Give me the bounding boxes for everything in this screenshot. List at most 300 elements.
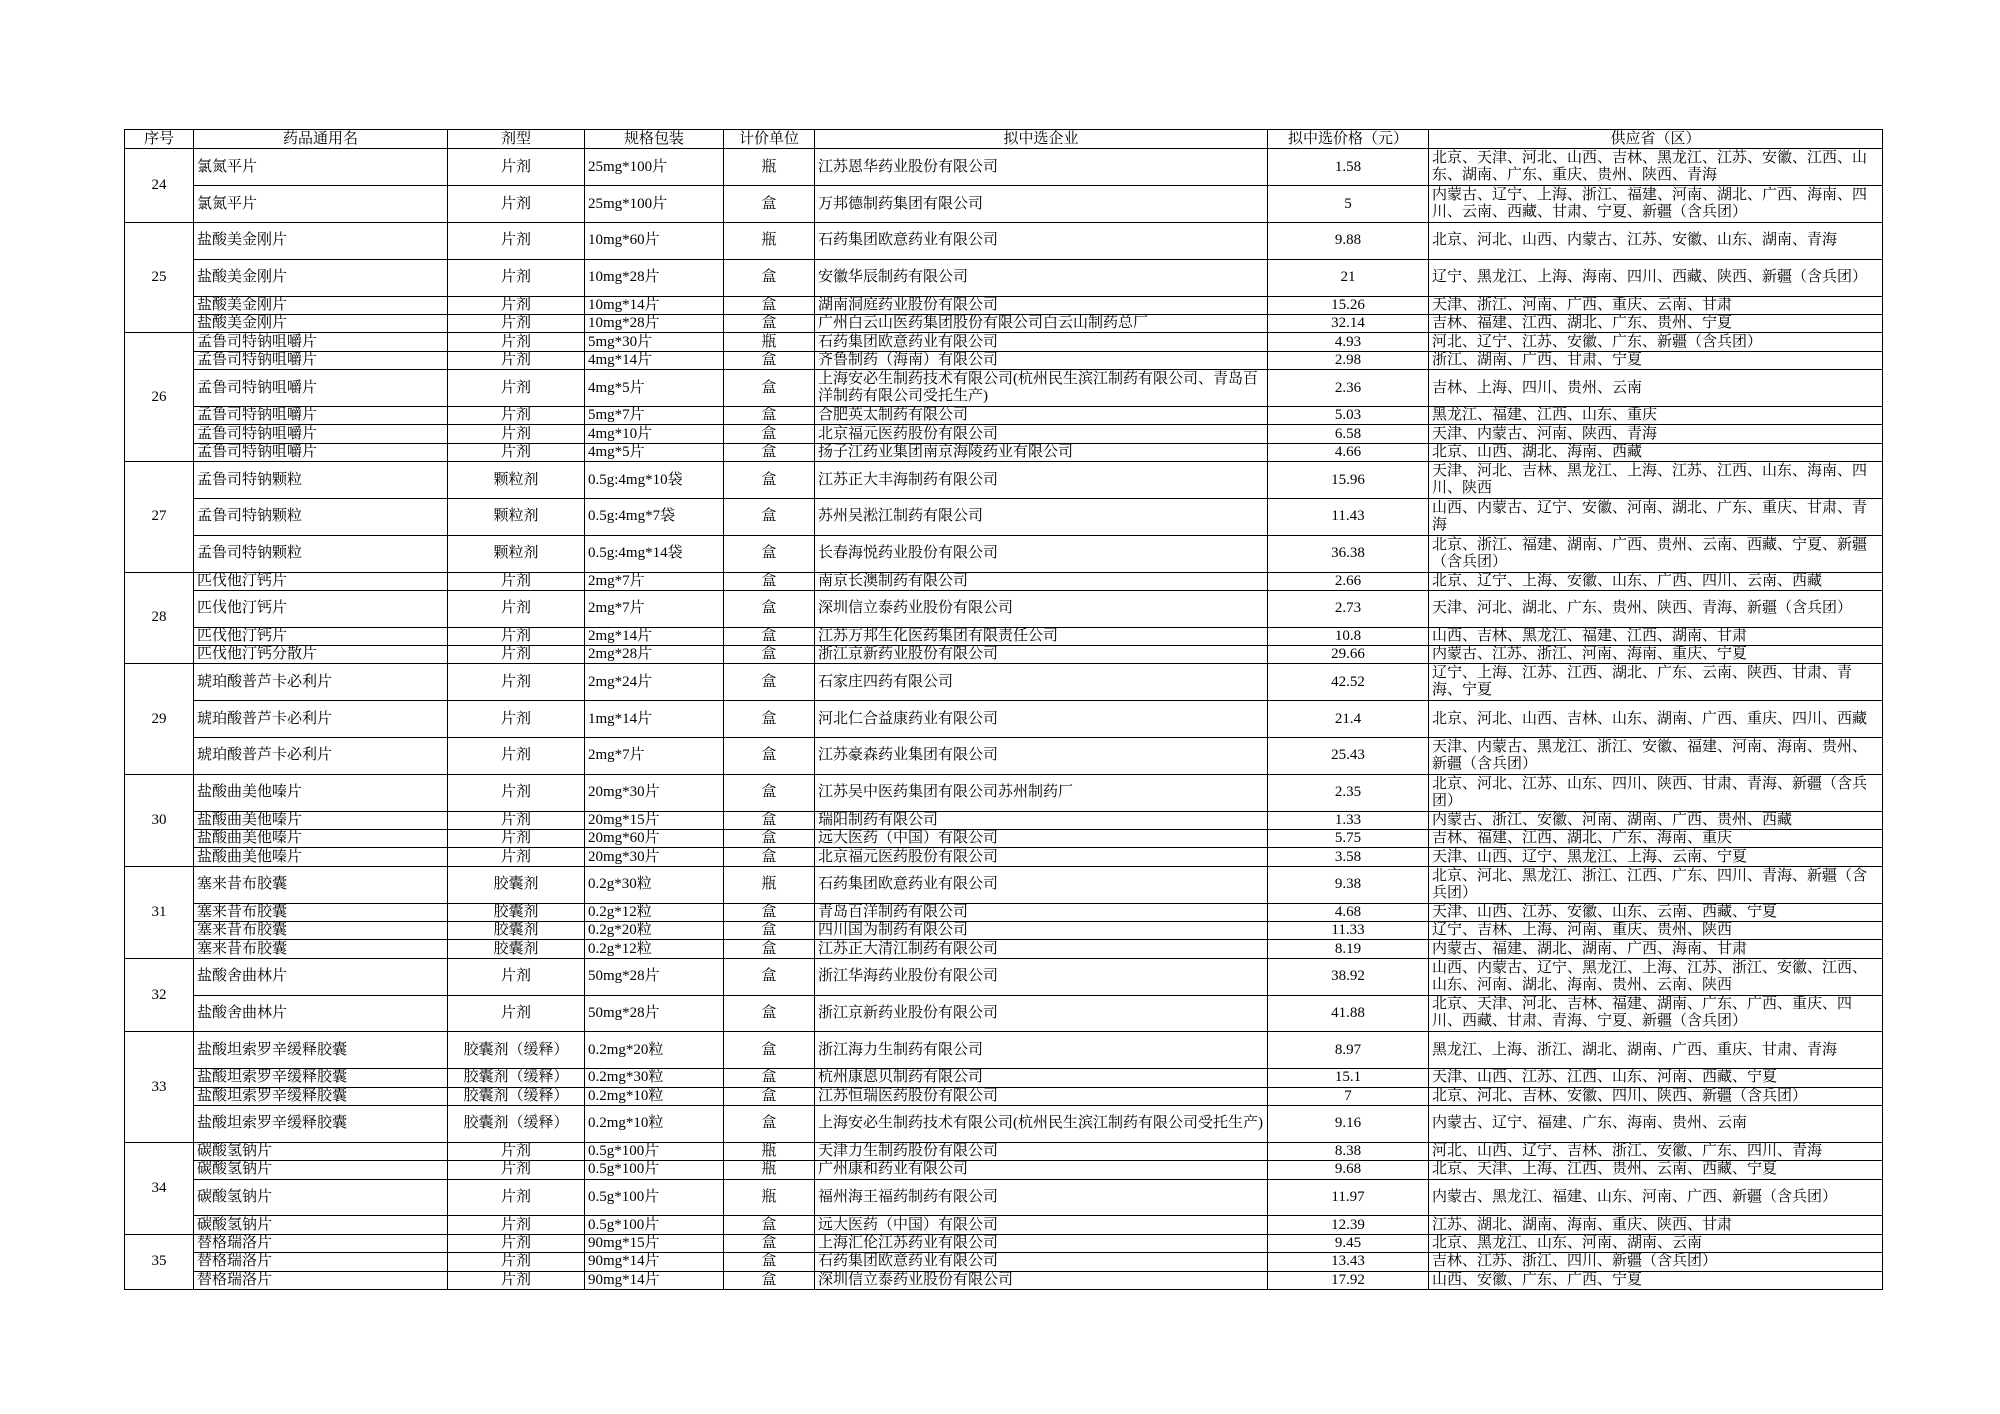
cell-price: 1.33 bbox=[1268, 812, 1428, 829]
cell-price: 38.92 bbox=[1268, 959, 1428, 995]
cell-company: 石家庄四药有限公司 bbox=[815, 664, 1267, 700]
cell-company: 上海安必生制药技术有限公司(杭州民生滨江制药有限公司受托生产) bbox=[815, 1106, 1267, 1142]
cell-drug-name: 孟鲁司特钠颗粒 bbox=[194, 499, 447, 535]
cell-company: 深圳信立泰药业股份有限公司 bbox=[815, 591, 1267, 627]
cell-drug-name: 塞来昔布胶囊 bbox=[194, 867, 447, 903]
cell-spec: 0.2mg*30粒 bbox=[585, 1069, 723, 1086]
cell-provinces: 北京、天津、河北、山西、吉林、黑龙江、江苏、安徽、江西、山东、湖南、广东、重庆、贵州、陕西、青海 bbox=[1429, 149, 1882, 185]
cell-spec: 10mg*28片 bbox=[585, 315, 723, 332]
cell-dosage-form: 片剂 bbox=[448, 425, 584, 442]
cell-spec: 0.5g:4mg*7袋 bbox=[585, 499, 723, 535]
cell-price: 41.88 bbox=[1268, 996, 1428, 1032]
cell-spec: 0.5g*100片 bbox=[585, 1180, 723, 1216]
cell-spec: 0.2g*12粒 bbox=[585, 940, 723, 957]
cell-provinces: 吉林、福建、江西、湖北、广东、海南、重庆 bbox=[1429, 830, 1882, 847]
cell-dosage-form: 片剂 bbox=[448, 297, 584, 314]
cell-price: 32.14 bbox=[1268, 315, 1428, 332]
cell-provinces: 天津、山西、江苏、江西、山东、河南、西藏、宁夏 bbox=[1429, 1069, 1882, 1086]
cell-price: 9.68 bbox=[1268, 1161, 1428, 1178]
cell-unit: 瓶 bbox=[724, 333, 814, 350]
cell-spec: 20mg*60片 bbox=[585, 830, 723, 847]
cell-company: 合肥英太制药有限公司 bbox=[815, 407, 1267, 424]
cell-spec: 4mg*5片 bbox=[585, 444, 723, 461]
cell-price: 42.52 bbox=[1268, 664, 1428, 700]
cell-dosage-form: 片剂 bbox=[448, 407, 584, 424]
cell-dosage-form: 片剂 bbox=[448, 664, 584, 700]
group-number: 24 bbox=[125, 149, 193, 222]
cell-price: 25.43 bbox=[1268, 738, 1428, 774]
cell-company: 杭州康恩贝制药有限公司 bbox=[815, 1069, 1267, 1086]
cell-company: 石药集团欧意药业有限公司 bbox=[815, 867, 1267, 903]
cell-price: 7 bbox=[1268, 1088, 1428, 1105]
cell-drug-name: 碳酸氢钠片 bbox=[194, 1180, 447, 1216]
cell-spec: 10mg*28片 bbox=[585, 260, 723, 296]
group-number: 33 bbox=[125, 1032, 193, 1141]
header-company: 拟中选企业 bbox=[815, 130, 1267, 148]
cell-spec: 0.5g*100片 bbox=[585, 1143, 723, 1160]
cell-price: 3.58 bbox=[1268, 848, 1428, 865]
cell-provinces: 北京、河北、山西、内蒙古、江苏、安徽、山东、湖南、青海 bbox=[1429, 223, 1882, 259]
cell-company: 安徽华辰制药有限公司 bbox=[815, 260, 1267, 296]
cell-unit: 盒 bbox=[724, 186, 814, 222]
cell-provinces: 天津、山西、江苏、安徽、山东、云南、西藏、宁夏 bbox=[1429, 904, 1882, 921]
cell-unit: 盒 bbox=[724, 1216, 814, 1233]
cell-drug-name: 碳酸氢钠片 bbox=[194, 1161, 447, 1178]
cell-provinces: 北京、山西、湖北、海南、西藏 bbox=[1429, 444, 1882, 461]
cell-price: 2.35 bbox=[1268, 775, 1428, 811]
cell-dosage-form: 片剂 bbox=[448, 775, 584, 811]
cell-spec: 20mg*15片 bbox=[585, 812, 723, 829]
cell-unit: 盒 bbox=[724, 812, 814, 829]
cell-unit: 盒 bbox=[724, 996, 814, 1032]
cell-drug-name: 盐酸美金刚片 bbox=[194, 223, 447, 259]
group-number: 31 bbox=[125, 867, 193, 958]
cell-provinces: 内蒙古、黑龙江、福建、山东、河南、广西、新疆（含兵团） bbox=[1429, 1180, 1882, 1216]
cell-drug-name: 孟鲁司特钠咀嚼片 bbox=[194, 425, 447, 442]
cell-company: 远大医药（中国）有限公司 bbox=[815, 830, 1267, 847]
cell-company: 齐鲁制药（海南）有限公司 bbox=[815, 352, 1267, 369]
cell-drug-name: 替格瑞洛片 bbox=[194, 1272, 447, 1289]
cell-unit: 盒 bbox=[724, 830, 814, 847]
cell-provinces: 北京、天津、河北、吉林、福建、湖南、广东、广西、重庆、四川、西藏、甘肃、青海、宁夏、新疆（含兵团） bbox=[1429, 996, 1882, 1032]
cell-spec: 0.2mg*10粒 bbox=[585, 1106, 723, 1142]
cell-dosage-form: 胶囊剂 bbox=[448, 904, 584, 921]
header-dosage-form: 剂型 bbox=[448, 130, 584, 148]
cell-provinces: 北京、黑龙江、山东、河南、湖南、云南 bbox=[1429, 1235, 1882, 1252]
cell-dosage-form: 片剂 bbox=[448, 1253, 584, 1270]
cell-provinces: 北京、河北、吉林、安徽、四川、陕西、新疆（含兵团） bbox=[1429, 1088, 1882, 1105]
cell-dosage-form: 片剂 bbox=[448, 1143, 584, 1160]
cell-unit: 盒 bbox=[724, 1032, 814, 1068]
cell-drug-name: 孟鲁司特钠咀嚼片 bbox=[194, 333, 447, 350]
cell-company: 江苏吴中医药集团有限公司苏州制药厂 bbox=[815, 775, 1267, 811]
group-number: 27 bbox=[125, 462, 193, 571]
cell-provinces: 浙江、湖南、广西、甘肃、宁夏 bbox=[1429, 352, 1882, 369]
cell-company: 远大医药（中国）有限公司 bbox=[815, 1216, 1267, 1233]
cell-dosage-form: 片剂 bbox=[448, 1272, 584, 1289]
cell-dosage-form: 胶囊剂（缓释） bbox=[448, 1032, 584, 1068]
cell-price: 8.97 bbox=[1268, 1032, 1428, 1068]
cell-price: 12.39 bbox=[1268, 1216, 1428, 1233]
cell-dosage-form: 片剂 bbox=[448, 1180, 584, 1216]
cell-spec: 0.5g*100片 bbox=[585, 1216, 723, 1233]
cell-unit: 盒 bbox=[724, 499, 814, 535]
cell-dosage-form: 片剂 bbox=[448, 959, 584, 995]
cell-drug-name: 盐酸曲美他嗪片 bbox=[194, 775, 447, 811]
cell-dosage-form: 胶囊剂（缓释） bbox=[448, 1106, 584, 1142]
cell-dosage-form: 片剂 bbox=[448, 370, 584, 406]
cell-spec: 0.2g*20粒 bbox=[585, 922, 723, 939]
drug-table bbox=[124, 129, 1883, 1290]
cell-price: 15.1 bbox=[1268, 1069, 1428, 1086]
cell-provinces: 北京、河北、黑龙江、浙江、江西、广东、四川、青海、新疆（含兵团） bbox=[1429, 867, 1882, 903]
header-provinces: 供应省（区） bbox=[1429, 130, 1882, 148]
cell-price: 11.43 bbox=[1268, 499, 1428, 535]
cell-provinces: 河北、山西、辽宁、吉林、浙江、安徽、广东、四川、青海 bbox=[1429, 1143, 1882, 1160]
cell-spec: 20mg*30片 bbox=[585, 775, 723, 811]
cell-unit: 盒 bbox=[724, 1069, 814, 1086]
cell-company: 扬子江药业集团南京海陵药业有限公司 bbox=[815, 444, 1267, 461]
cell-unit: 盒 bbox=[724, 1235, 814, 1252]
cell-dosage-form: 片剂 bbox=[448, 149, 584, 185]
cell-price: 6.58 bbox=[1268, 425, 1428, 442]
cell-dosage-form: 颗粒剂 bbox=[448, 462, 584, 498]
cell-price: 15.96 bbox=[1268, 462, 1428, 498]
cell-provinces: 辽宁、黑龙江、上海、海南、四川、西藏、陕西、新疆（含兵团） bbox=[1429, 260, 1882, 296]
cell-price: 1.58 bbox=[1268, 149, 1428, 185]
cell-company: 四川国为制药有限公司 bbox=[815, 922, 1267, 939]
cell-company: 苏州吴淞江制药有限公司 bbox=[815, 499, 1267, 535]
cell-price: 8.38 bbox=[1268, 1143, 1428, 1160]
cell-drug-name: 塞来昔布胶囊 bbox=[194, 940, 447, 957]
cell-provinces: 内蒙古、江苏、浙江、河南、海南、重庆、宁夏 bbox=[1429, 646, 1882, 663]
cell-provinces: 内蒙古、福建、湖北、湖南、广西、海南、甘肃 bbox=[1429, 940, 1882, 957]
cell-price: 11.97 bbox=[1268, 1180, 1428, 1216]
cell-unit: 盒 bbox=[724, 628, 814, 645]
cell-dosage-form: 片剂 bbox=[448, 260, 584, 296]
cell-spec: 0.2mg*10粒 bbox=[585, 1088, 723, 1105]
cell-spec: 2mg*24片 bbox=[585, 664, 723, 700]
cell-price: 4.93 bbox=[1268, 333, 1428, 350]
cell-unit: 盒 bbox=[724, 701, 814, 737]
header-serial: 序号 bbox=[125, 130, 193, 148]
cell-provinces: 黑龙江、上海、浙江、湖北、湖南、广西、重庆、甘肃、青海 bbox=[1429, 1032, 1882, 1068]
cell-provinces: 天津、浙江、河南、广西、重庆、云南、甘肃 bbox=[1429, 297, 1882, 314]
cell-unit: 盒 bbox=[724, 462, 814, 498]
cell-drug-name: 塞来昔布胶囊 bbox=[194, 904, 447, 921]
cell-price: 9.16 bbox=[1268, 1106, 1428, 1142]
cell-unit: 盒 bbox=[724, 940, 814, 957]
cell-price: 10.8 bbox=[1268, 628, 1428, 645]
cell-price: 4.68 bbox=[1268, 904, 1428, 921]
cell-dosage-form: 片剂 bbox=[448, 444, 584, 461]
cell-unit: 盒 bbox=[724, 297, 814, 314]
cell-dosage-form: 片剂 bbox=[448, 848, 584, 865]
cell-unit: 瓶 bbox=[724, 149, 814, 185]
cell-provinces: 山西、吉林、黑龙江、福建、江西、湖南、甘肃 bbox=[1429, 628, 1882, 645]
group-number: 35 bbox=[125, 1235, 193, 1289]
cell-drug-name: 盐酸曲美他嗪片 bbox=[194, 830, 447, 847]
cell-price: 29.66 bbox=[1268, 646, 1428, 663]
cell-company: 浙江海力生制药有限公司 bbox=[815, 1032, 1267, 1068]
cell-provinces: 山西、内蒙古、辽宁、黑龙江、上海、江苏、浙江、安徽、江西、山东、河南、湖北、海南、贵州、云南、陕西 bbox=[1429, 959, 1882, 995]
cell-price: 5 bbox=[1268, 186, 1428, 222]
cell-company: 江苏恩华药业股份有限公司 bbox=[815, 149, 1267, 185]
cell-company: 江苏豪森药业集团有限公司 bbox=[815, 738, 1267, 774]
header-unit: 计价单位 bbox=[724, 130, 814, 148]
cell-company: 江苏恒瑞医药股份有限公司 bbox=[815, 1088, 1267, 1105]
cell-dosage-form: 片剂 bbox=[448, 333, 584, 350]
cell-price: 2.66 bbox=[1268, 573, 1428, 590]
cell-dosage-form: 片剂 bbox=[448, 812, 584, 829]
cell-spec: 90mg*15片 bbox=[585, 1235, 723, 1252]
cell-provinces: 辽宁、上海、江苏、江西、湖北、广东、云南、陕西、甘肃、青海、宁夏 bbox=[1429, 664, 1882, 700]
cell-drug-name: 孟鲁司特钠咀嚼片 bbox=[194, 370, 447, 406]
cell-price: 4.66 bbox=[1268, 444, 1428, 461]
cell-unit: 盒 bbox=[724, 444, 814, 461]
cell-unit: 盒 bbox=[724, 260, 814, 296]
cell-spec: 5mg*30片 bbox=[585, 333, 723, 350]
cell-company: 浙江华海药业股份有限公司 bbox=[815, 959, 1267, 995]
cell-dosage-form: 片剂 bbox=[448, 701, 584, 737]
cell-dosage-form: 片剂 bbox=[448, 223, 584, 259]
cell-price: 9.45 bbox=[1268, 1235, 1428, 1252]
cell-provinces: 内蒙古、辽宁、福建、广东、海南、贵州、云南 bbox=[1429, 1106, 1882, 1142]
cell-dosage-form: 颗粒剂 bbox=[448, 499, 584, 535]
cell-drug-name: 碳酸氢钠片 bbox=[194, 1216, 447, 1233]
header-drug-name: 药品通用名 bbox=[194, 130, 447, 148]
group-number: 26 bbox=[125, 333, 193, 461]
cell-price: 2.98 bbox=[1268, 352, 1428, 369]
cell-spec: 0.5g:4mg*14袋 bbox=[585, 536, 723, 572]
cell-drug-name: 塞来昔布胶囊 bbox=[194, 922, 447, 939]
cell-dosage-form: 胶囊剂 bbox=[448, 940, 584, 957]
cell-dosage-form: 片剂 bbox=[448, 628, 584, 645]
cell-dosage-form: 片剂 bbox=[448, 352, 584, 369]
cell-spec: 5mg*7片 bbox=[585, 407, 723, 424]
cell-unit: 盒 bbox=[724, 904, 814, 921]
header-price: 拟中选价格（元） bbox=[1268, 130, 1428, 148]
cell-unit: 盒 bbox=[724, 738, 814, 774]
cell-spec: 4mg*14片 bbox=[585, 352, 723, 369]
cell-provinces: 天津、内蒙古、河南、陕西、青海 bbox=[1429, 425, 1882, 442]
cell-drug-name: 盐酸美金刚片 bbox=[194, 260, 447, 296]
cell-dosage-form: 片剂 bbox=[448, 738, 584, 774]
cell-spec: 0.2g*12粒 bbox=[585, 904, 723, 921]
cell-company: 江苏正大清江制药有限公司 bbox=[815, 940, 1267, 957]
cell-price: 5.03 bbox=[1268, 407, 1428, 424]
cell-provinces: 内蒙古、辽宁、上海、浙江、福建、河南、湖北、广西、海南、四川、云南、西藏、甘肃、宁夏、新疆（含兵团） bbox=[1429, 186, 1882, 222]
cell-provinces: 北京、河北、山西、吉林、山东、湖南、广西、重庆、四川、西藏 bbox=[1429, 701, 1882, 737]
cell-dosage-form: 胶囊剂 bbox=[448, 922, 584, 939]
cell-drug-name: 盐酸曲美他嗪片 bbox=[194, 812, 447, 829]
cell-company: 河北仁合益康药业有限公司 bbox=[815, 701, 1267, 737]
cell-company: 北京福元医药股份有限公司 bbox=[815, 848, 1267, 865]
cell-drug-name: 碳酸氢钠片 bbox=[194, 1143, 447, 1160]
cell-company: 江苏万邦生化医药集团有限责任公司 bbox=[815, 628, 1267, 645]
cell-unit: 盒 bbox=[724, 407, 814, 424]
cell-price: 36.38 bbox=[1268, 536, 1428, 572]
cell-spec: 25mg*100片 bbox=[585, 149, 723, 185]
cell-drug-name: 孟鲁司特钠咀嚼片 bbox=[194, 352, 447, 369]
cell-dosage-form: 片剂 bbox=[448, 315, 584, 332]
group-number: 25 bbox=[125, 223, 193, 332]
cell-spec: 20mg*30片 bbox=[585, 848, 723, 865]
cell-spec: 2mg*7片 bbox=[585, 591, 723, 627]
cell-dosage-form: 片剂 bbox=[448, 830, 584, 847]
cell-dosage-form: 片剂 bbox=[448, 1235, 584, 1252]
cell-drug-name: 匹伐他汀钙片 bbox=[194, 628, 447, 645]
group-number: 30 bbox=[125, 775, 193, 866]
cell-drug-name: 替格瑞洛片 bbox=[194, 1253, 447, 1270]
cell-spec: 25mg*100片 bbox=[585, 186, 723, 222]
cell-spec: 0.2mg*20粒 bbox=[585, 1032, 723, 1068]
cell-company: 广州白云山医药集团股份有限公司白云山制药总厂 bbox=[815, 315, 1267, 332]
cell-price: 9.88 bbox=[1268, 223, 1428, 259]
cell-spec: 2mg*7片 bbox=[585, 738, 723, 774]
cell-provinces: 北京、浙江、福建、湖南、广西、贵州、云南、西藏、宁夏、新疆（含兵团） bbox=[1429, 536, 1882, 572]
cell-spec: 50mg*28片 bbox=[585, 996, 723, 1032]
cell-spec: 1mg*14片 bbox=[585, 701, 723, 737]
cell-spec: 2mg*7片 bbox=[585, 573, 723, 590]
cell-price: 21 bbox=[1268, 260, 1428, 296]
cell-price: 21.4 bbox=[1268, 701, 1428, 737]
cell-unit: 盒 bbox=[724, 775, 814, 811]
cell-drug-name: 氯氮平片 bbox=[194, 186, 447, 222]
group-number: 29 bbox=[125, 664, 193, 773]
cell-drug-name: 琥珀酸普芦卡必利片 bbox=[194, 664, 447, 700]
cell-company: 浙江京新药业股份有限公司 bbox=[815, 996, 1267, 1032]
group-number: 28 bbox=[125, 573, 193, 664]
cell-spec: 0.2g*30粒 bbox=[585, 867, 723, 903]
cell-unit: 盒 bbox=[724, 664, 814, 700]
cell-drug-name: 替格瑞洛片 bbox=[194, 1235, 447, 1252]
cell-dosage-form: 片剂 bbox=[448, 1216, 584, 1233]
cell-dosage-form: 片剂 bbox=[448, 591, 584, 627]
cell-drug-name: 盐酸美金刚片 bbox=[194, 315, 447, 332]
cell-company: 天津力生制药股份有限公司 bbox=[815, 1143, 1267, 1160]
cell-price: 9.38 bbox=[1268, 867, 1428, 903]
cell-company: 石药集团欧意药业有限公司 bbox=[815, 1253, 1267, 1270]
cell-drug-name: 氯氮平片 bbox=[194, 149, 447, 185]
cell-spec: 10mg*60片 bbox=[585, 223, 723, 259]
cell-dosage-form: 胶囊剂（缓释） bbox=[448, 1069, 584, 1086]
cell-company: 长春海悦药业股份有限公司 bbox=[815, 536, 1267, 572]
cell-provinces: 天津、山西、辽宁、黑龙江、上海、云南、宁夏 bbox=[1429, 848, 1882, 865]
cell-drug-name: 琥珀酸普芦卡必利片 bbox=[194, 738, 447, 774]
cell-spec: 10mg*14片 bbox=[585, 297, 723, 314]
cell-company: 深圳信立泰药业股份有限公司 bbox=[815, 1272, 1267, 1289]
cell-price: 13.43 bbox=[1268, 1253, 1428, 1270]
cell-price: 17.92 bbox=[1268, 1272, 1428, 1289]
cell-provinces: 吉林、福建、江西、湖北、广东、贵州、宁夏 bbox=[1429, 315, 1882, 332]
cell-unit: 盒 bbox=[724, 1106, 814, 1142]
cell-company: 石药集团欧意药业有限公司 bbox=[815, 333, 1267, 350]
cell-unit: 盒 bbox=[724, 646, 814, 663]
cell-unit: 盒 bbox=[724, 315, 814, 332]
cell-spec: 4mg*5片 bbox=[585, 370, 723, 406]
cell-provinces: 天津、河北、吉林、黑龙江、上海、江苏、江西、山东、海南、四川、陕西 bbox=[1429, 462, 1882, 498]
cell-price: 15.26 bbox=[1268, 297, 1428, 314]
cell-provinces: 天津、内蒙古、黑龙江、浙江、安徽、福建、河南、海南、贵州、新疆（含兵团） bbox=[1429, 738, 1882, 774]
cell-drug-name: 盐酸坦索罗辛缓释胶囊 bbox=[194, 1106, 447, 1142]
cell-drug-name: 盐酸坦索罗辛缓释胶囊 bbox=[194, 1069, 447, 1086]
cell-provinces: 山西、安徽、广东、广西、宁夏 bbox=[1429, 1272, 1882, 1289]
cell-provinces: 北京、辽宁、上海、安徽、山东、广西、四川、云南、西藏 bbox=[1429, 573, 1882, 590]
cell-spec: 0.5g:4mg*10袋 bbox=[585, 462, 723, 498]
cell-dosage-form: 片剂 bbox=[448, 646, 584, 663]
cell-drug-name: 琥珀酸普芦卡必利片 bbox=[194, 701, 447, 737]
cell-company: 浙江京新药业股份有限公司 bbox=[815, 646, 1267, 663]
cell-drug-name: 匹伐他汀钙片 bbox=[194, 573, 447, 590]
cell-company: 广州康和药业有限公司 bbox=[815, 1161, 1267, 1178]
cell-dosage-form: 片剂 bbox=[448, 573, 584, 590]
cell-provinces: 江苏、湖北、湖南、海南、重庆、陕西、甘肃 bbox=[1429, 1216, 1882, 1233]
cell-unit: 盒 bbox=[724, 1253, 814, 1270]
cell-company: 万邦德制药集团有限公司 bbox=[815, 186, 1267, 222]
cell-provinces: 北京、河北、江苏、山东、四川、陕西、甘肃、青海、新疆（含兵团） bbox=[1429, 775, 1882, 811]
cell-price: 11.33 bbox=[1268, 922, 1428, 939]
cell-provinces: 内蒙古、浙江、安徽、河南、湖南、广西、贵州、西藏 bbox=[1429, 812, 1882, 829]
cell-dosage-form: 颗粒剂 bbox=[448, 536, 584, 572]
cell-spec: 50mg*28片 bbox=[585, 959, 723, 995]
cell-unit: 盒 bbox=[724, 959, 814, 995]
cell-price: 5.75 bbox=[1268, 830, 1428, 847]
cell-dosage-form: 片剂 bbox=[448, 1161, 584, 1178]
header-spec: 规格包装 bbox=[585, 130, 723, 148]
cell-company: 上海安必生制药技术有限公司(杭州民生滨江制药有限公司、青岛百洋制药有限公司受托生产) bbox=[815, 370, 1267, 406]
cell-provinces: 辽宁、吉林、上海、河南、重庆、贵州、陕西 bbox=[1429, 922, 1882, 939]
cell-unit: 瓶 bbox=[724, 1161, 814, 1178]
cell-spec: 2mg*28片 bbox=[585, 646, 723, 663]
cell-drug-name: 盐酸坦索罗辛缓释胶囊 bbox=[194, 1032, 447, 1068]
cell-unit: 盒 bbox=[724, 1088, 814, 1105]
cell-unit: 盒 bbox=[724, 370, 814, 406]
cell-spec: 90mg*14片 bbox=[585, 1253, 723, 1270]
cell-unit: 盒 bbox=[724, 591, 814, 627]
cell-provinces: 吉林、上海、四川、贵州、云南 bbox=[1429, 370, 1882, 406]
cell-unit: 瓶 bbox=[724, 1143, 814, 1160]
cell-drug-name: 孟鲁司特钠咀嚼片 bbox=[194, 444, 447, 461]
cell-unit: 盒 bbox=[724, 425, 814, 442]
cell-unit: 盒 bbox=[724, 536, 814, 572]
cell-drug-name: 孟鲁司特钠颗粒 bbox=[194, 462, 447, 498]
cell-dosage-form: 片剂 bbox=[448, 186, 584, 222]
cell-provinces: 北京、天津、上海、江西、贵州、云南、西藏、宁夏 bbox=[1429, 1161, 1882, 1178]
cell-provinces: 山西、内蒙古、辽宁、安徽、河南、湖北、广东、重庆、甘肃、青海 bbox=[1429, 499, 1882, 535]
cell-unit: 盒 bbox=[724, 1272, 814, 1289]
cell-unit: 盒 bbox=[724, 573, 814, 590]
cell-company: 福州海王福药制药有限公司 bbox=[815, 1180, 1267, 1216]
cell-price: 8.19 bbox=[1268, 940, 1428, 957]
cell-drug-name: 盐酸美金刚片 bbox=[194, 297, 447, 314]
cell-company: 湖南洞庭药业股份有限公司 bbox=[815, 297, 1267, 314]
cell-dosage-form: 胶囊剂（缓释） bbox=[448, 1088, 584, 1105]
cell-unit: 盒 bbox=[724, 352, 814, 369]
cell-price: 2.36 bbox=[1268, 370, 1428, 406]
cell-company: 南京长澳制药有限公司 bbox=[815, 573, 1267, 590]
cell-unit: 瓶 bbox=[724, 867, 814, 903]
cell-dosage-form: 胶囊剂 bbox=[448, 867, 584, 903]
cell-drug-name: 匹伐他汀钙分散片 bbox=[194, 646, 447, 663]
cell-drug-name: 孟鲁司特钠咀嚼片 bbox=[194, 407, 447, 424]
cell-provinces: 吉林、江苏、浙江、四川、新疆（含兵团） bbox=[1429, 1253, 1882, 1270]
cell-company: 上海汇伦江苏药业有限公司 bbox=[815, 1235, 1267, 1252]
group-number: 32 bbox=[125, 959, 193, 1032]
cell-drug-name: 盐酸曲美他嗪片 bbox=[194, 848, 447, 865]
cell-drug-name: 孟鲁司特钠颗粒 bbox=[194, 536, 447, 572]
cell-company: 青岛百洋制药有限公司 bbox=[815, 904, 1267, 921]
